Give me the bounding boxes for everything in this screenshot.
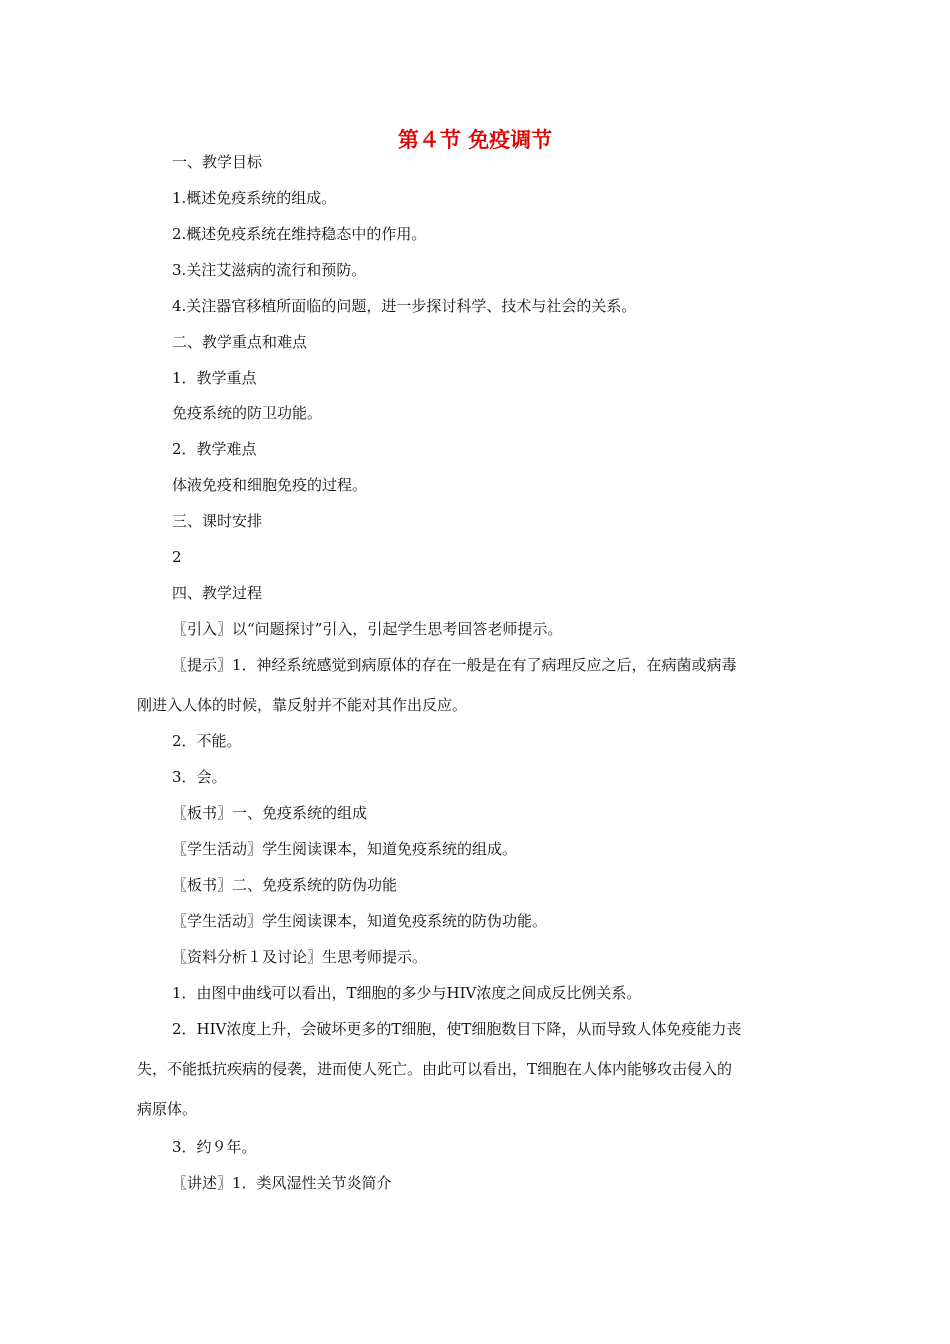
text-line: 〖提示〗1．神经系统感觉到病原体的存在一般是在有了病理反应之后，在病菌或病毒 [172,656,737,674]
text-line: 〖讲述〗1．类风湿性关节炎简介 [172,1174,392,1192]
page-title: 第４节 免疫调节 [397,127,553,152]
text-line: 1.概述免疫系统的组成。 [172,189,337,207]
section-heading: 二、教学重点和难点 [172,333,308,351]
text-line: 〖资料分析１及讨论〗生思考师提示。 [172,948,428,966]
text-line: 〖板书〗二、免疫系统的防伪功能 [172,876,398,894]
text-line: 〖学生活动〗学生阅读课本，知道免疫系统的组成。 [172,840,518,858]
text-line: 免疫系统的防卫功能。 [172,404,323,422]
text-line: 〖学生活动〗学生阅读课本，知道免疫系统的防伪功能。 [172,912,548,930]
text-line: 2．HIV浓度上升，会破坏更多的T细胞，使T细胞数目下降，从而导致人体免疫能力丧 [172,1020,742,1038]
text-line: 1．教学重点 [172,369,257,387]
text-line: 3.关注艾滋病的流行和预防。 [172,261,367,279]
text-line: 2．不能。 [172,732,242,750]
text-line: 3．会。 [172,768,227,786]
section-heading: 三、课时安排 [172,512,263,530]
text-line: 3．约９年。 [172,1138,257,1156]
text-line: 2.概述免疫系统在维持稳态中的作用。 [172,225,427,243]
text-line: 2．教学难点 [172,440,257,458]
section-heading: 四、教学过程 [172,584,263,602]
text-line: 体液免疫和细胞免疫的过程。 [172,476,368,494]
text-line: 刚进入人体的时候，靠反射并不能对其作出反应。 [137,696,468,714]
text-line: 〖板书〗一、免疫系统的组成 [172,804,368,822]
text-line: 失，不能抵抗疾病的侵袭，进而使人死亡。由此可以看出，T细胞在人体内能够攻击侵入的 [137,1060,733,1078]
text-line: 1．由图中曲线可以看出，T细胞的多少与HIV浓度之间成反比例关系。 [172,984,642,1002]
text-line: 〖引入〗以“问题探讨”引入，引起学生思考回答老师提示。 [172,620,563,638]
text-line: 4.关注器官移植所面临的问题，进一步探讨科学、技术与社会的关系。 [172,297,637,315]
text-line: 病原体。 [137,1100,198,1118]
section-heading: 一、教学目标 [172,153,263,171]
text-line: 2 [172,548,182,566]
